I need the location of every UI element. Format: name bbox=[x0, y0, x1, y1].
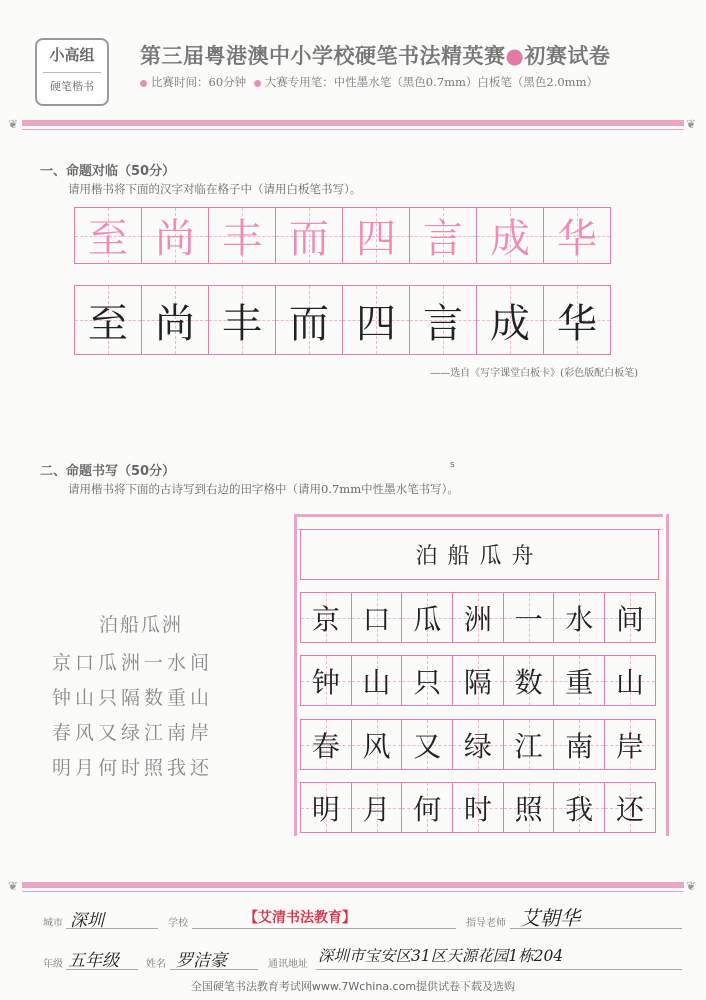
model-char: 丰 bbox=[222, 216, 262, 262]
title-suffix: 初赛试卷 bbox=[524, 44, 611, 68]
site-note: 全国硬笔书法教育考试网www.7Wchina.com提供试卷下载及选购 bbox=[190, 980, 516, 993]
address-value: 深圳市宝安区31区天源花园1栋204 bbox=[318, 947, 564, 965]
footer-band bbox=[22, 882, 684, 888]
written-char: 华 bbox=[557, 300, 597, 347]
written-char: 南 bbox=[565, 729, 594, 763]
writing-frame-top bbox=[294, 514, 663, 530]
tian-cell bbox=[402, 783, 453, 832]
written-char: 成 bbox=[490, 300, 530, 347]
swirl-ornament-icon: ❦ bbox=[8, 117, 19, 131]
written-cell bbox=[410, 286, 477, 354]
written-row-3 bbox=[300, 719, 656, 770]
exam-time: 比赛时间：60分钟 bbox=[151, 75, 247, 89]
written-poem-title: 泊船瓜舟 bbox=[415, 544, 544, 569]
city-value: 深圳 bbox=[70, 911, 104, 931]
written-char: 瓜 bbox=[413, 602, 442, 636]
model-char: 华 bbox=[557, 216, 597, 262]
written-row-4 bbox=[300, 782, 656, 833]
tian-cell bbox=[352, 783, 403, 832]
written-row-2 bbox=[300, 655, 656, 706]
written-char: 口 bbox=[362, 602, 391, 636]
tian-cell bbox=[453, 720, 504, 769]
written-cell bbox=[544, 286, 610, 354]
group-level: 小高组 bbox=[49, 46, 95, 64]
group-badge bbox=[35, 38, 109, 106]
bullet-icon bbox=[140, 80, 147, 87]
address-line bbox=[316, 969, 682, 970]
written-cell bbox=[477, 286, 544, 354]
written-cell bbox=[343, 286, 410, 354]
model-cell bbox=[477, 208, 544, 263]
school-line bbox=[192, 928, 456, 929]
tian-cell bbox=[402, 720, 453, 769]
section2-instruction: 请用楷书将下面的古诗写到右边的田字格中（请用0.7mm中性墨水笔书写）。 bbox=[68, 482, 459, 496]
grade-value: 五年级 bbox=[68, 951, 119, 971]
written-char: 言 bbox=[423, 300, 463, 347]
model-cell bbox=[410, 208, 477, 263]
written-char: 山 bbox=[615, 665, 644, 699]
section2-title: 二、命题书写（50分） bbox=[40, 464, 176, 479]
school-label: 学校 bbox=[168, 918, 188, 929]
written-cell bbox=[142, 286, 209, 354]
tian-cell bbox=[554, 656, 605, 705]
swirl-ornament-icon: ❦ bbox=[8, 879, 19, 893]
written-char: 照 bbox=[514, 792, 543, 826]
tian-cell bbox=[453, 593, 504, 642]
teacher-label: 指导老师 bbox=[466, 918, 506, 929]
tian-cell bbox=[453, 656, 504, 705]
swirl-ornament-icon: ❦ bbox=[686, 117, 697, 131]
tian-cell bbox=[453, 783, 504, 832]
exam-pens: 大赛专用笔：中性墨水笔（黑色0.7mm）白板笔（黑色2.0mm） bbox=[264, 75, 598, 89]
written-row-1 bbox=[300, 592, 656, 643]
tian-cell bbox=[352, 593, 403, 642]
written-cell bbox=[75, 286, 142, 354]
written-char: 京 bbox=[311, 602, 340, 636]
written-char: 还 bbox=[615, 792, 644, 826]
written-char: 而 bbox=[289, 300, 329, 347]
section1-title: 一、命题对临（50分） bbox=[40, 164, 176, 179]
written-char: 春 bbox=[311, 729, 340, 763]
grade-label: 年级 bbox=[43, 959, 63, 970]
written-cell bbox=[209, 286, 276, 354]
title-dot: ● bbox=[505, 44, 525, 68]
poem-line: 京口瓜洲一水间 bbox=[52, 652, 214, 674]
tian-cell bbox=[605, 593, 655, 642]
written-char: 水 bbox=[565, 602, 594, 636]
written-char: 钟 bbox=[311, 665, 340, 699]
written-char: 何 bbox=[413, 792, 442, 826]
name-value: 罗洁豪 bbox=[176, 951, 227, 971]
title-main: 第三届粤港澳中小学校硬笔书法精英赛 bbox=[140, 44, 506, 68]
tian-cell bbox=[301, 656, 352, 705]
written-char: 洲 bbox=[463, 602, 492, 636]
poem-line: 春风又绿江南岸 bbox=[52, 722, 214, 744]
tian-cell bbox=[352, 720, 403, 769]
tian-cell bbox=[301, 593, 352, 642]
source-note: ——选自《写字课堂白板卡》(彩色版配白板笔) bbox=[430, 368, 638, 379]
model-cell bbox=[209, 208, 276, 263]
written-char: 江 bbox=[514, 729, 543, 763]
written-char: 一 bbox=[514, 602, 543, 636]
model-char: 言 bbox=[423, 216, 463, 262]
model-char: 成 bbox=[490, 216, 530, 262]
swirl-ornament-icon: ❦ bbox=[686, 879, 697, 893]
page-title bbox=[140, 40, 610, 70]
tian-cell bbox=[554, 593, 605, 642]
poem-line: 钟山只隔数重山 bbox=[52, 687, 214, 709]
model-char-grid bbox=[74, 207, 611, 264]
written-char: 四 bbox=[356, 300, 396, 347]
written-char: 隔 bbox=[463, 665, 492, 699]
written-char: 又 bbox=[413, 729, 442, 763]
written-char-grid bbox=[74, 285, 611, 355]
written-char: 绿 bbox=[463, 729, 492, 763]
written-char: 数 bbox=[514, 665, 543, 699]
written-char: 间 bbox=[615, 602, 644, 636]
model-char: 而 bbox=[289, 216, 329, 262]
tian-cell bbox=[504, 720, 555, 769]
exam-info bbox=[140, 74, 598, 90]
header-rule bbox=[22, 129, 684, 130]
model-cell bbox=[75, 208, 142, 263]
school-value: 【艾清书法教育】 bbox=[244, 910, 356, 926]
model-char: 四 bbox=[356, 216, 396, 262]
written-title-box bbox=[300, 529, 659, 580]
written-char: 丰 bbox=[222, 300, 262, 347]
bullet-icon bbox=[254, 80, 261, 87]
tian-cell bbox=[504, 656, 555, 705]
tian-cell bbox=[504, 593, 555, 642]
written-char: 明 bbox=[311, 792, 340, 826]
written-cell bbox=[276, 286, 343, 354]
model-char: 尚 bbox=[155, 216, 195, 262]
written-char: 至 bbox=[88, 300, 128, 347]
page-mark: s bbox=[450, 460, 455, 470]
written-char: 山 bbox=[362, 665, 391, 699]
model-char: 至 bbox=[88, 216, 128, 262]
address-label: 通讯地址 bbox=[268, 959, 308, 970]
tian-cell bbox=[402, 593, 453, 642]
badge-divider bbox=[43, 72, 101, 73]
poem-title: 泊船瓜洲 bbox=[99, 614, 184, 636]
group-style: 硬笔楷书 bbox=[50, 80, 94, 93]
model-cell bbox=[276, 208, 343, 263]
poem-line: 明月何时照我还 bbox=[52, 757, 214, 779]
written-char: 重 bbox=[565, 665, 594, 699]
tian-cell bbox=[352, 656, 403, 705]
written-char: 我 bbox=[565, 792, 594, 826]
model-cell bbox=[142, 208, 209, 263]
teacher-value: 艾朝华 bbox=[520, 906, 580, 930]
header-band bbox=[22, 120, 684, 126]
tian-cell bbox=[605, 720, 655, 769]
written-char: 时 bbox=[463, 792, 492, 826]
tian-cell bbox=[301, 720, 352, 769]
written-char: 岸 bbox=[615, 729, 644, 763]
tian-cell bbox=[554, 720, 605, 769]
tian-cell bbox=[605, 656, 655, 705]
section1-instruction: 请用楷书将下面的汉字对临在格子中（请用白板笔书写）。 bbox=[68, 182, 362, 196]
written-char: 月 bbox=[362, 792, 391, 826]
model-cell bbox=[343, 208, 410, 263]
name-label: 姓名 bbox=[146, 959, 166, 970]
model-cell bbox=[544, 208, 610, 263]
tian-cell bbox=[554, 783, 605, 832]
tian-cell bbox=[504, 783, 555, 832]
city-label: 城市 bbox=[43, 918, 63, 929]
footer-rule bbox=[22, 891, 684, 892]
tian-cell bbox=[605, 783, 655, 832]
tian-cell bbox=[402, 656, 453, 705]
written-char: 只 bbox=[413, 665, 442, 699]
written-char: 风 bbox=[362, 729, 391, 763]
tian-cell bbox=[301, 783, 352, 832]
written-char: 尚 bbox=[155, 300, 195, 347]
